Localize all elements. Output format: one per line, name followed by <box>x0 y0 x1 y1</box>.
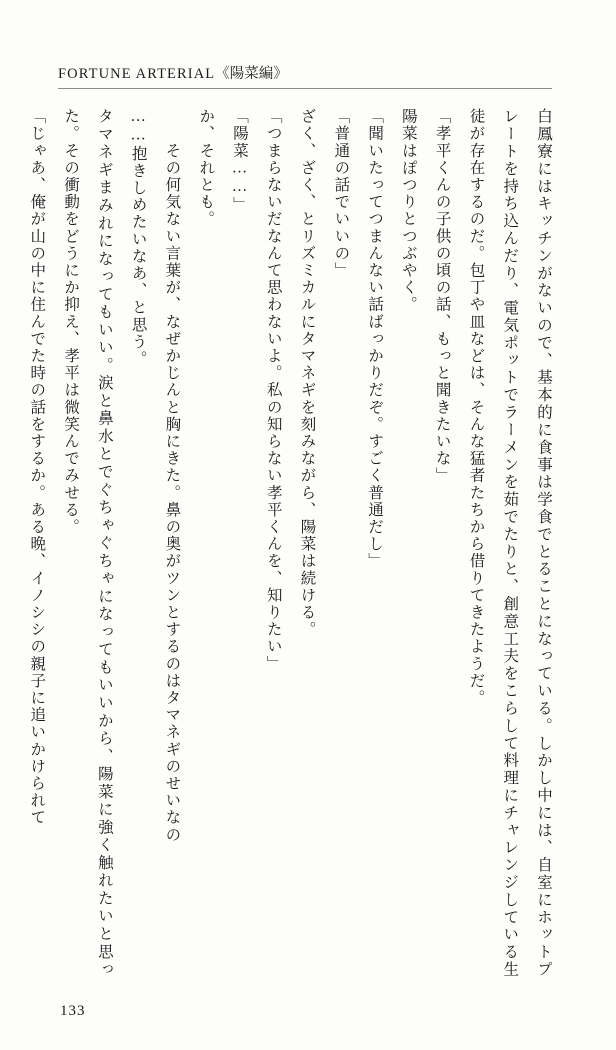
paragraph: 「陽菜……」 <box>230 108 248 214</box>
paragraph: ……抱きしめたいなあ、と思う。 <box>129 108 147 368</box>
paragraph: 「孝平くんの子供の頃の話、もっと聞きたいな」 <box>433 108 451 485</box>
header-divider <box>58 88 552 89</box>
paragraph: 「つまらないだなんて思わないよ。私の知らない孝平くんを、知りたい」 <box>264 108 282 673</box>
running-header <box>58 62 288 83</box>
paragraph: その何気ない言葉が、なぜかじんと胸にきた。鼻の奥がツンとするのはタマネギのせいなの <box>163 108 181 844</box>
volume-title: 《陽菜編》 <box>215 66 288 82</box>
paragraph: 「普通の話でいいの」 <box>332 108 350 279</box>
page-number: 133 <box>60 1003 86 1019</box>
paragraph: 白鳳寮にはキッチンがないので、基本的に食事は学食でとることになっている。しかし中には、自室にホットプレートを持ち込んだり、電気ポットでラーメンを茹でたりと、創意工夫をこらして料理にチャレンジしている生徒が存在するのだ。包丁や皿などは、そんな猛者たちから借りてきたようだ。 <box>467 108 552 978</box>
paragraph: か、それとも。 <box>197 108 215 228</box>
paragraph: 陽菜はぽつりとつぶやく。 <box>399 108 417 314</box>
paragraph: ざく、ざく、とリズミカルにタマネギを刻みながら、陽菜は続ける。 <box>298 108 316 639</box>
body-text <box>28 108 560 978</box>
series-title: FORTUNE ARTERIAL <box>58 66 216 82</box>
paragraph: 「じゃあ、俺が山の中に住んでた時の話をするか。ある晩、イノシシの親子に追いかけられて <box>28 108 46 827</box>
paragraph: 「聞いたってつまんない話ばっかりだぞ。すごく普通だし」 <box>366 108 384 570</box>
paragraph: タマネギまみれになってもいい。涙と鼻水とでぐちゃぐちゃになってもいいから、陽菜に強く触れたいと思った。その衝動をどうにか抑え、孝平は微笑んでみせる。 <box>62 108 113 978</box>
